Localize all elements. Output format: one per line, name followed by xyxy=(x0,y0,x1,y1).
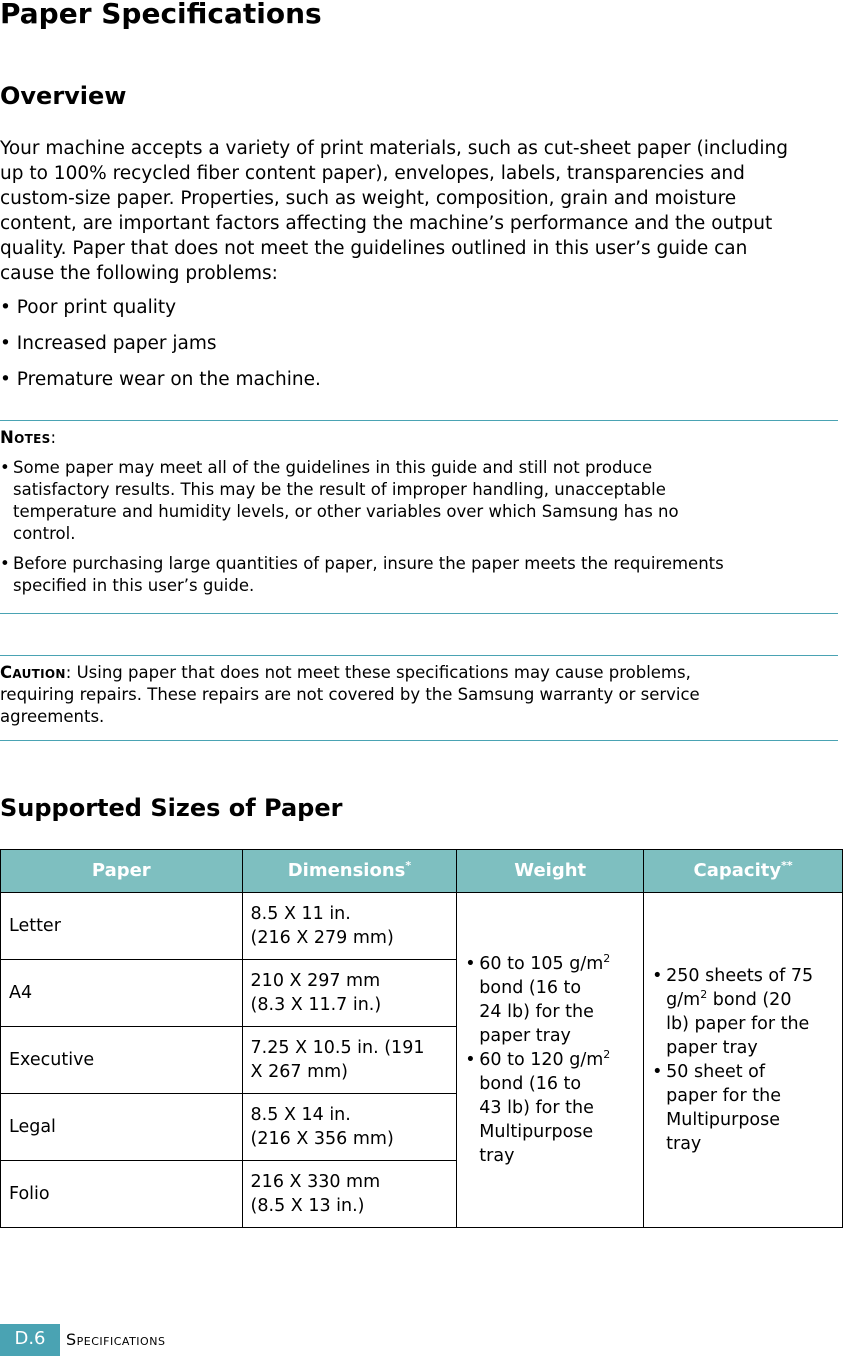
capacity-line: lb) paper for the xyxy=(666,1014,810,1034)
caution-box xyxy=(0,662,838,728)
superscript: 2 xyxy=(603,952,611,966)
header-weight: Weight xyxy=(457,850,644,893)
caution-line: : Using paper that does not meet these specifications may cause problems, xyxy=(65,663,691,682)
notes-colon: : xyxy=(50,428,57,447)
overview-line: Your machine accepts a variety of print materials, such as cut-sheet paper (including xyxy=(0,138,788,159)
table-row xyxy=(1,893,843,960)
capacity-line: bond (20 xyxy=(707,990,792,1010)
cell-paper: Folio xyxy=(1,1161,243,1228)
caution-line: requiring repairs. These repairs are not covered by the Samsung warranty or service xyxy=(0,685,700,704)
weight-line: tray xyxy=(479,1146,515,1166)
capacity-line: Multipurpose xyxy=(666,1110,781,1130)
header-dimensions xyxy=(242,850,457,893)
header-capacity-label: Capacity xyxy=(693,860,782,881)
note-line: • Before purchasing large quantities of paper, insure the paper meets the requirements xyxy=(13,554,724,573)
cell-dimensions xyxy=(242,1094,457,1161)
notes-label: Notes xyxy=(0,428,51,447)
note-line: specified in this user’s guide. xyxy=(13,576,255,595)
dim-line: X 267 mm) xyxy=(250,1062,348,1082)
dim-line: 210 X 297 mm xyxy=(250,971,381,991)
note-line: • Some paper may meet all of the guidelines in this guide and still not produce xyxy=(13,458,653,477)
cell-capacity xyxy=(644,893,843,1228)
cell-paper: Legal xyxy=(1,1094,243,1161)
table-header-row xyxy=(1,850,843,893)
dim-line: (216 X 279 mm) xyxy=(250,928,394,948)
problem-bullet: • Premature wear on the machine. xyxy=(0,369,321,390)
note-line: satisfactory results. This may be the result of improper handling, unacceptable xyxy=(13,480,666,499)
capacity-line: paper for the xyxy=(666,1086,781,1106)
page-number-tab: D.6 xyxy=(0,1324,60,1356)
problem-bullet: • Poor print quality xyxy=(0,297,177,318)
notes-top-rule xyxy=(0,420,838,421)
caution-bottom-rule xyxy=(0,740,838,741)
note-item xyxy=(0,553,838,597)
header-capacity xyxy=(644,850,843,893)
capacity-line: paper tray xyxy=(666,1038,758,1058)
overview-heading: Overview xyxy=(0,82,127,110)
page-title: Paper Specifications xyxy=(0,0,322,30)
cell-dimensions xyxy=(242,1161,457,1228)
overview-line: up to 100% recycled fiber content paper), envelopes, labels, transparencies and xyxy=(0,163,745,184)
superscript: 2 xyxy=(700,988,708,1002)
cell-dimensions xyxy=(242,893,457,960)
section-name: Specifications xyxy=(66,1330,166,1349)
capacity-line: • 250 sheets of 75 xyxy=(666,966,814,986)
weight-line: bond (16 to xyxy=(479,1074,582,1094)
capacity-item xyxy=(652,1060,836,1156)
header-dimensions-label: Dimensions xyxy=(287,860,406,881)
caution-top-rule xyxy=(0,655,838,656)
dim-line: (216 X 356 mm) xyxy=(250,1129,394,1149)
caution-line: agreements. xyxy=(0,707,105,726)
weight-item xyxy=(465,952,637,1048)
notes-box xyxy=(0,427,838,597)
note-line: control. xyxy=(13,524,76,543)
cell-dimensions xyxy=(242,1027,457,1094)
weight-line: bond (16 to xyxy=(479,978,582,998)
note-line: temperature and humidity levels, or other variables over which Samsung has no xyxy=(13,502,679,521)
overview-line: quality. Paper that does not meet the guidelines outlined in this user’s guide can xyxy=(0,238,748,259)
dim-line: 8.5 X 11 in. xyxy=(250,904,351,924)
dim-line: 216 X 330 mm xyxy=(250,1172,381,1192)
notes-bottom-rule xyxy=(0,613,838,614)
capacity-line: g/m xyxy=(666,990,701,1010)
cell-weight xyxy=(457,893,644,1228)
overview-line: cause the following problems: xyxy=(0,263,278,284)
capacity-item xyxy=(652,964,836,1060)
header-paper: Paper xyxy=(1,850,243,893)
weight-item xyxy=(465,1048,637,1168)
footnote-mark: * xyxy=(405,859,412,872)
dim-line: (8.5 X 13 in.) xyxy=(250,1196,365,1216)
superscript: 2 xyxy=(603,1048,611,1062)
weight-line: 60 to 120 g/m xyxy=(479,1050,604,1070)
weight-line: 24 lb) for the xyxy=(479,1002,594,1022)
cell-paper: Executive xyxy=(1,1027,243,1094)
weight-line: Multipurpose xyxy=(479,1122,594,1142)
dim-line: (8.3 X 11.7 in.) xyxy=(250,995,382,1015)
dim-line: 8.5 X 14 in. xyxy=(250,1105,351,1125)
cell-paper: A4 xyxy=(1,960,243,1027)
supported-sizes-heading: Supported Sizes of Paper xyxy=(0,794,343,822)
problem-bullet: • Increased paper jams xyxy=(0,333,217,354)
weight-line: 60 to 105 g/m xyxy=(479,954,604,974)
overview-line: content, are important factors affecting the machine’s performance and the output xyxy=(0,213,773,234)
note-item xyxy=(0,457,838,545)
footnote-mark: ** xyxy=(781,859,793,872)
capacity-line: • 50 sheet of xyxy=(666,1062,766,1082)
dim-line: 7.25 X 10.5 in. (191 xyxy=(250,1038,425,1058)
cell-paper: Letter xyxy=(1,893,243,960)
weight-line: 43 lb) for the xyxy=(479,1098,594,1118)
paper-sizes-table xyxy=(0,849,843,1228)
weight-line: paper tray xyxy=(479,1026,571,1046)
cell-dimensions xyxy=(242,960,457,1027)
caution-label: Caution xyxy=(0,663,66,682)
capacity-line: tray xyxy=(666,1134,702,1154)
overview-paragraph xyxy=(0,136,838,286)
overview-line: custom-size paper. Properties, such as weight, composition, grain and moisture xyxy=(0,188,737,209)
